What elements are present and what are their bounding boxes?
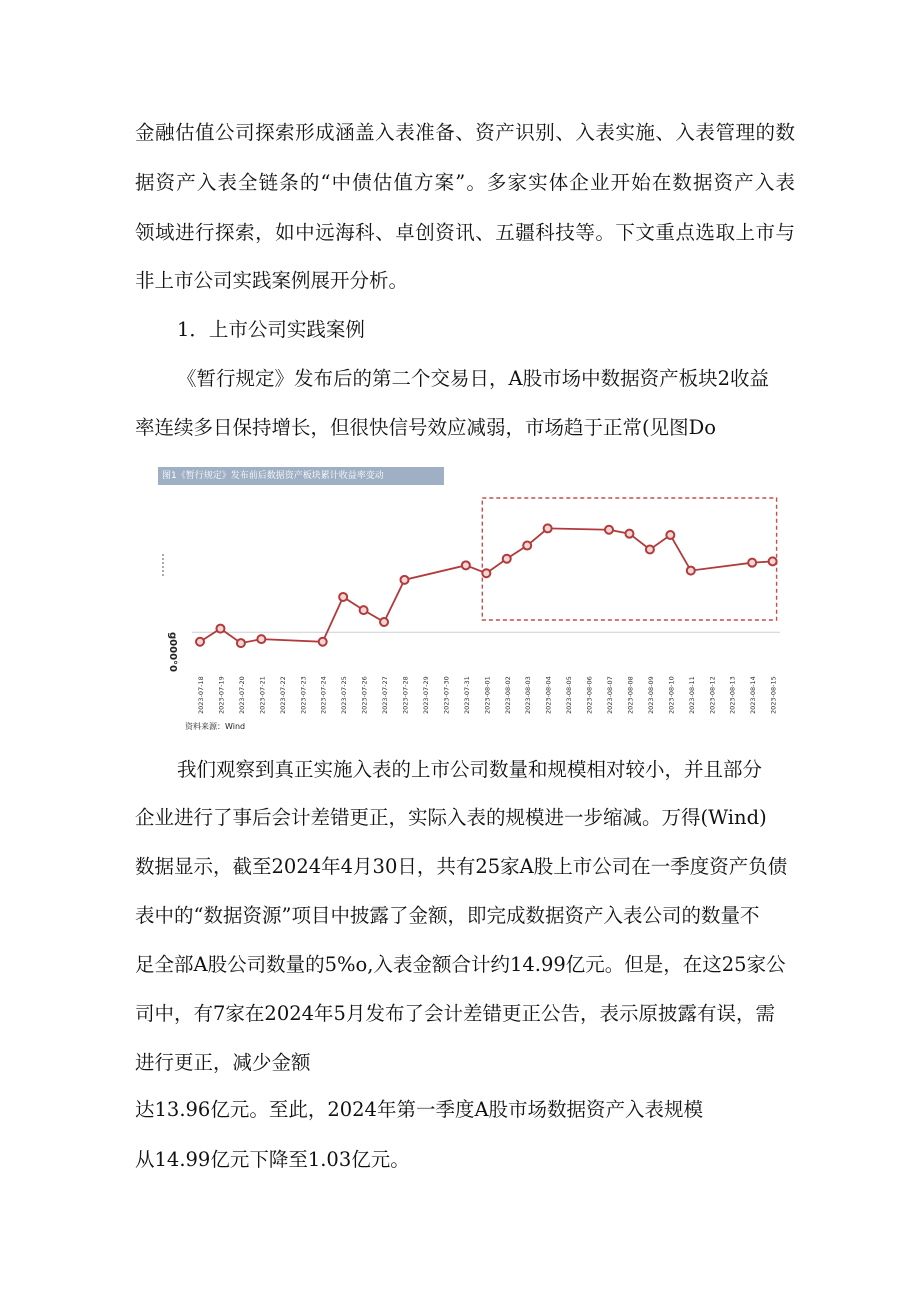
series-line [200, 528, 773, 643]
paragraph-3-line-2: 企业进行了事后会计差错更正，实际入表的规模进一步缩减。万得(Wind) [135, 806, 767, 829]
x-tick-label: 2023-08-09 [646, 676, 655, 714]
paragraph-3-line-6: 司中，有7家在2024年5月发布了会计差错更正公告，表示原披露有误，需 [135, 1002, 775, 1025]
x-tick-label: 2023-07-26 [360, 676, 369, 714]
section-heading: 1．上市公司实践案例 [177, 318, 365, 341]
figure-title: 图1《暂行规定》发布前后数据资产板块累计收益率变动 [158, 467, 444, 485]
data-point [625, 530, 633, 538]
paragraph-1-line-4: 非上市公司实践案例展开分析。 [135, 269, 409, 292]
x-tick-label: 2023-07-30 [442, 676, 451, 714]
x-tick-label: 2023-07-19 [217, 676, 226, 714]
data-point [687, 567, 695, 575]
paragraph-1-line-1: 金融估值公司探索形成涵盖入表准备、资产识别、入表实施、入表管理的数 [135, 121, 795, 144]
x-tick-label: 2023-07-20 [237, 676, 246, 714]
data-point [216, 625, 224, 633]
data-point [462, 561, 470, 569]
paragraph-3-line-8: 达13.96亿元。至此，2024年第一季度A股市场数据资产入表规模 [135, 1098, 704, 1121]
paragraph-3-line-1: 我们观察到真正实施入表的上市公司数量和规模相对较小，并且部分 [177, 758, 763, 781]
paragraph-3-line-5: 足全部A股公司数量的5%o,入表金额合计约14.99亿元。但是，在这25家公 [135, 953, 786, 976]
highlight-box [482, 498, 776, 620]
data-point [523, 542, 531, 550]
data-point [319, 638, 327, 646]
x-tick-label: 2023-07-23 [299, 676, 308, 714]
x-tick-label: 2023-08-03 [524, 676, 533, 714]
x-tick-label: 2023-08-07 [606, 676, 614, 714]
x-tick-label: 2023-07-29 [421, 676, 430, 714]
paragraph-1-line-3: 领域进行探索，如中远海科、卓创资讯、五疆科技等。下文重点选取上市与 [135, 221, 795, 244]
data-point [748, 559, 756, 567]
x-tick-label: 2023-07-25 [340, 676, 349, 714]
x-tick-label: 2023-08-14 [749, 676, 758, 714]
x-tick-label: 2023-08-05 [565, 676, 574, 714]
x-tick-label: 2023-08-11 [687, 676, 696, 714]
x-tick-label: 2023-08-06 [585, 676, 594, 714]
x-tick-label: 2023-08-12 [708, 676, 717, 714]
data-point [401, 576, 409, 584]
data-point [339, 593, 347, 601]
x-tick-label: 2023-08-13 [728, 676, 737, 714]
data-point [257, 635, 265, 643]
data-point [380, 618, 388, 626]
x-tick-label: 2023-07-31 [462, 676, 471, 714]
paragraph-2-line-2: 率连续多日保持增长，但很快信号效应减弱，市场趋于正常(见图Do [135, 416, 716, 439]
x-tick-label: 2023-08-02 [503, 676, 512, 714]
x-tick-label: 2023-08-10 [667, 676, 676, 714]
x-tick-label: 2023-08-04 [544, 676, 553, 714]
paragraph-3-line-4: 表中的“数据资源”项目中披露了金额，即完成数据资产入表公司的数量不 [135, 904, 760, 927]
y-axis-label: g000°0 [167, 632, 178, 672]
data-point [769, 557, 777, 565]
x-tick-label: 2023-08-01 [483, 676, 492, 714]
data-point [482, 569, 490, 577]
x-tick-label: 2023-07-24 [319, 676, 328, 714]
cumulative-return-chart [150, 486, 780, 736]
data-point [503, 555, 511, 563]
data-point [666, 531, 674, 539]
x-tick-label: 2023-07-21 [258, 676, 267, 714]
data-point [360, 606, 368, 614]
data-point [544, 524, 552, 532]
data-point [196, 638, 204, 646]
paragraph-3-line-9: 从14.99亿元下降至1.03亿元。 [135, 1148, 410, 1171]
x-tick-label: 2023-07-22 [278, 676, 287, 714]
figure-1 [150, 462, 780, 742]
paragraph-2-line-1: 《暂行规定》发布后的第二个交易日，A股市场中数据资产板块2收益 [177, 367, 769, 390]
x-tick-label: 2023-07-28 [401, 676, 410, 714]
paragraph-1-line-2: 据资产入表全链条的“中债估值方案”。多家实体企业开始在数据资产入表 [135, 171, 795, 194]
data-point [237, 639, 245, 647]
paragraph-3-line-7: 进行更正，减少金额 [135, 1051, 311, 1074]
x-tick-label: 2023-07-18 [197, 676, 205, 714]
x-tick-label: 2023-08-15 [769, 676, 778, 714]
paragraph-3-line-3: 数据显示，截至2024年4月30日，共有25家A股上市公司在一季度资产负债 [135, 855, 788, 878]
x-tick-label: 2023-07-27 [381, 676, 390, 714]
data-point [646, 546, 654, 554]
x-tick-label: 2023-08-08 [626, 676, 635, 714]
data-point [605, 526, 613, 534]
figure-source: 资料来源：Wind [185, 722, 246, 731]
